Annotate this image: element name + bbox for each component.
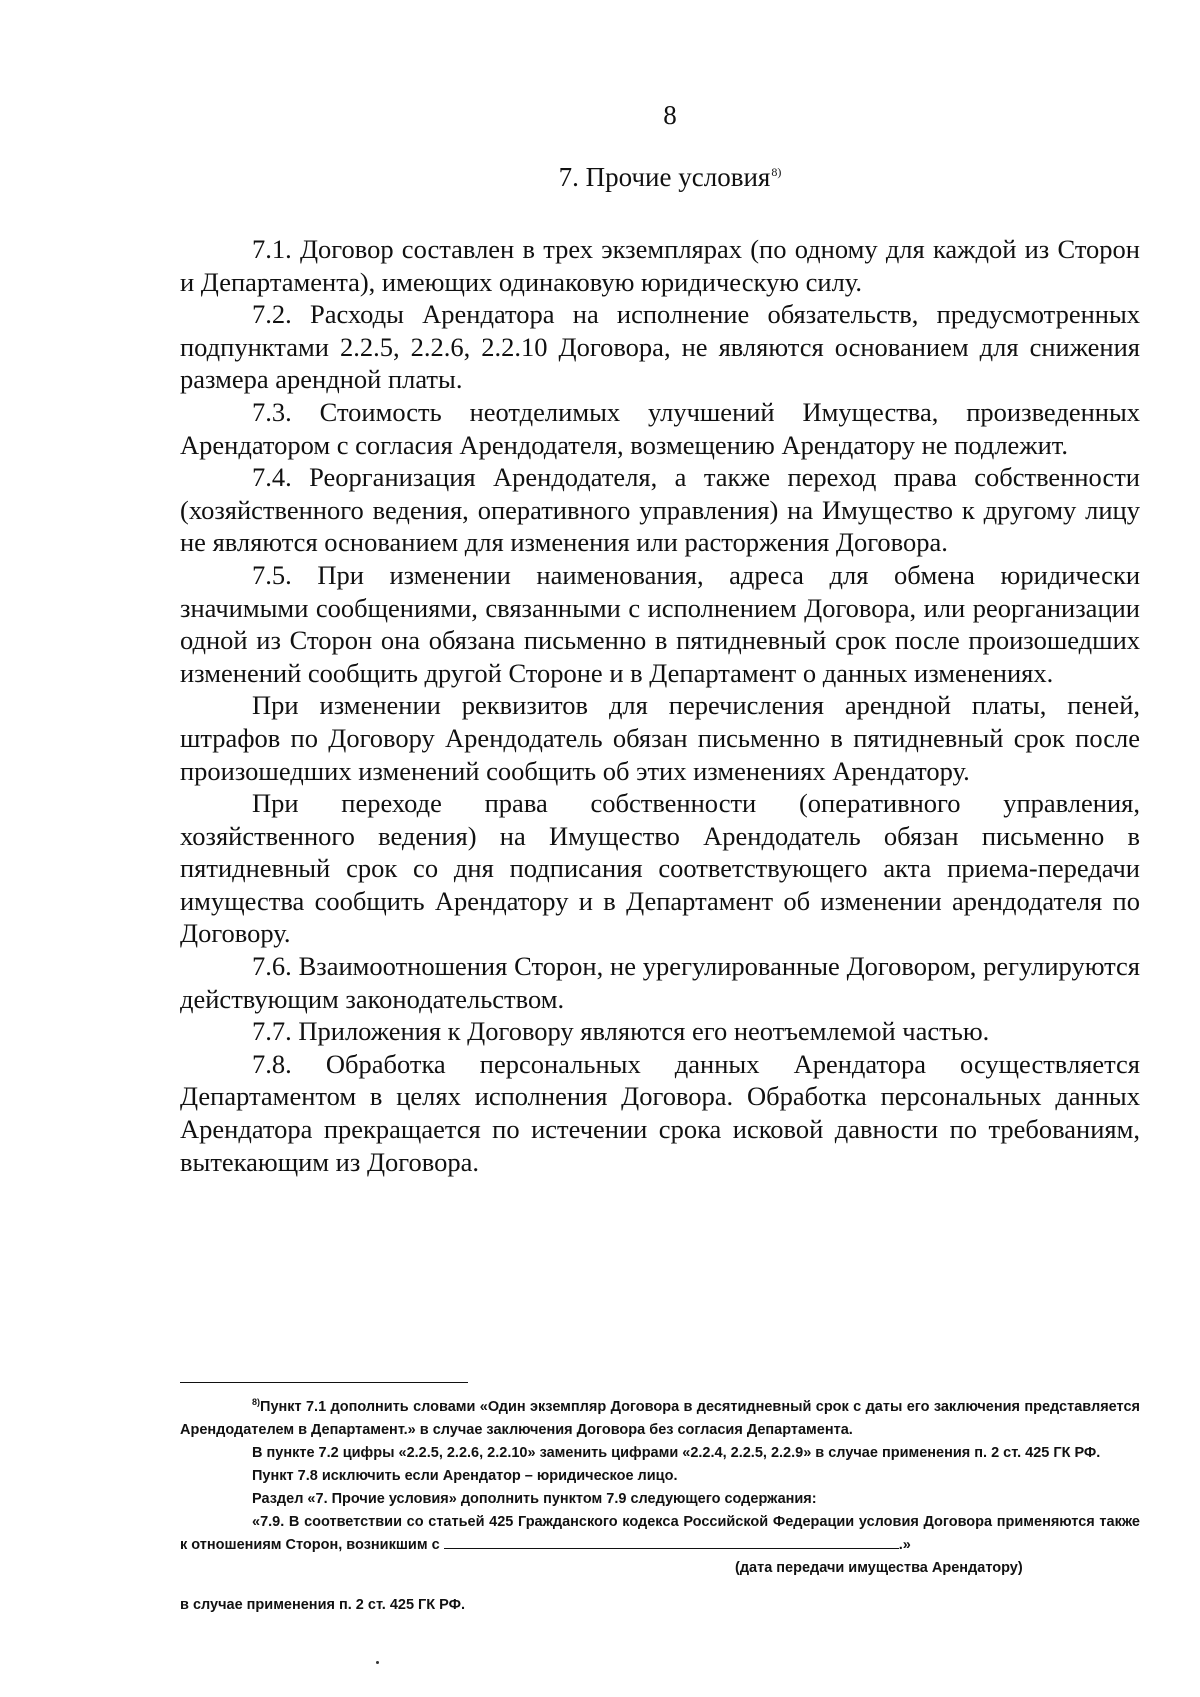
- document-body: [180, 233, 1140, 1178]
- section-title-text: 7. Прочие условия: [558, 162, 771, 192]
- footnote-final-line: в случае применения п. 2 ст. 425 ГК РФ.: [180, 1596, 466, 1613]
- footnote-mark: 8): [252, 1397, 261, 1407]
- footnote-clause-7-9: [180, 1511, 1140, 1557]
- footnote-line-1: [180, 1391, 1140, 1442]
- paragraph-7-4: 7.4. Реорганизация Арендодателя, а также переход права собственности (хозяйственного ведения, оперативного управления) на Имущество к другому лицу не являются основанием для изменения или расторжения Договора.: [180, 462, 1140, 558]
- footnote-line-3: Пункт 7.8 исключить если Арендатор – юридическое лицо.: [252, 1467, 678, 1484]
- paragraph-7-5: 7.5. При изменении наименования, адреса для обмена юридически значимыми сообщениями, связанными с исполнением Договора, или реорганизации одной из Сторон она обязана письменно в пятидневный срок после произошедших изменений сообщить другой Стороне и в Департамент о данных изменениях.: [180, 559, 1140, 688]
- paragraph-7-8: 7.8. Обработка персональных данных Арендатора осуществляется Департаментом в целях исполнения Договора. Обработка персональных данных Арендатора прекращается по истечении срока исковой давности по требованиям, вытекающим из Договора.: [180, 1048, 1140, 1177]
- footnote-block: [180, 1391, 1140, 1617]
- footnote-reference: 8): [771, 165, 782, 179]
- paragraph-7-2: 7.2. Расходы Арендатора на исполнение обязательств, предусмотренных подпунктами 2.2.5, 2.2.6, 2.2.10 Договора, не являются основанием для снижения размера арендной платы.: [180, 299, 1140, 395]
- footnote-text-1: Пункт 7.1 дополнить словами «Один экземпляр Договора в десятидневный срок с даты его заключения представляется Арендодателем в Департамент.» в случае заключения Договора без согласия Департамента.: [180, 1398, 1140, 1438]
- paragraph-7-6: 7.6. Взаимоотношения Сторон, не урегулированные Договором, регулируются действующим законодательством.: [180, 951, 1140, 1014]
- footnote-clause-end: .»: [898, 1536, 911, 1553]
- blank-caption: (дата передачи имущества Арендатору): [735, 1559, 1023, 1576]
- paragraph-7-1: 7.1. Договор составлен в трех экземплярах (по одному для каждой из Сторон и Департамента), имеющих одинаковую юридическую силу.: [180, 234, 1140, 297]
- footnote-divider: [180, 1382, 468, 1383]
- paragraph-7-5-ownership: При переходе права собственности (оперативного управления, хозяйственного ведения) на Имущество Арендодатель обязан письменно в пятидневный срок со дня подписания соответствующего акта приема-передачи имущества сообщить Арендатору и в Департамент об изменении арендодателя по Договору.: [180, 788, 1140, 949]
- footnote-line-2: В пункте 7.2 цифры «2.2.5, 2.2.6, 2.2.10» заменить цифрами «2.2.4, 2.2.5, 2.2.9» в случае применения п. 2 ст. 425 ГК РФ.: [252, 1444, 1101, 1461]
- footnote-clause-text: «7.9. В соответствии со статьей 425 Гражданского кодекса Российской Федерации условия Договора применяются также к отношениям Сторон, возникшим с: [180, 1513, 1140, 1553]
- date-blank-line: [444, 1534, 899, 1549]
- scan-speck: [376, 1661, 379, 1664]
- footnote-line-4: Раздел «7. Прочие условия» дополнить пунктом 7.9 следующего содержания:: [252, 1490, 817, 1507]
- section-title: [0, 162, 1200, 193]
- paragraph-7-5-requisites: При изменении реквизитов для перечисления арендной платы, пеней, штрафов по Договору Арендодатель обязан письменно в пятидневный срок после произошедших изменений сообщить об этих изменениях Арендатору.: [180, 690, 1140, 786]
- paragraph-7-3: 7.3. Стоимость неотделимых улучшений Имущества, произведенных Арендатором с согласия Арендодателя, возмещению Арендатору не подлежит.: [180, 396, 1140, 460]
- page-number: 8: [663, 100, 677, 130]
- paragraph-7-7: 7.7. Приложения к Договору являются его неотъемлемой частью.: [252, 1016, 990, 1047]
